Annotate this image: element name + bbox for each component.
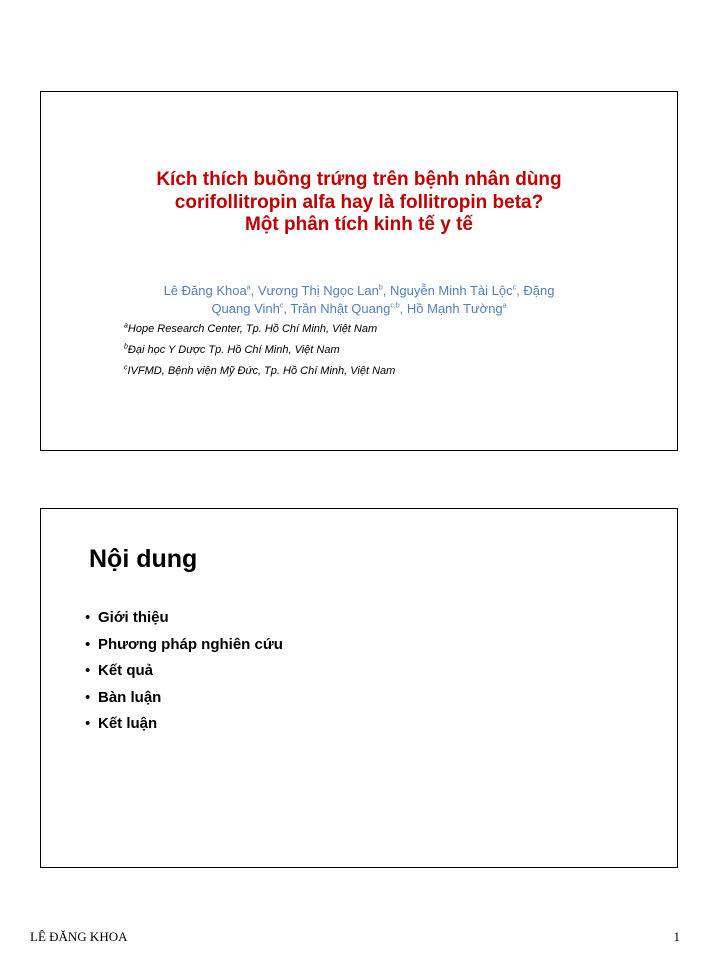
bullet-icon: • xyxy=(85,688,91,706)
author-superscript: a xyxy=(246,284,251,292)
presentation-title xyxy=(41,169,677,237)
author-name: Quang Vinh xyxy=(211,301,280,316)
bullet-icon: • xyxy=(85,715,91,732)
list-item-label: Giới thiệu xyxy=(98,609,169,626)
affiliation-marker: c xyxy=(124,364,128,372)
affiliation-marker: a xyxy=(124,322,128,330)
list-item xyxy=(85,711,283,738)
author-name: , Hồ Mạnh Tường xyxy=(399,301,503,316)
author-line-1 xyxy=(61,282,657,300)
author-name: Lê Đăng Khoa xyxy=(163,283,247,298)
affiliation-a xyxy=(124,323,377,335)
title-line-3: Một phân tích kinh tế y tế xyxy=(244,214,473,235)
slide-contents xyxy=(40,508,678,868)
list-item-label: Kết luận xyxy=(98,715,158,732)
title-line-2: corifollitropin alfa hay là follitropin beta? xyxy=(174,191,544,213)
author-name: , Nguyễn Minh Tài Lộc xyxy=(382,283,513,298)
affiliation-text: IVFMD, Bệnh viện Mỹ Đức, Tp. Hồ Chí Minh, Việt Nam xyxy=(127,365,396,377)
author-name: , Vương Thị Ngọc Lan xyxy=(250,283,379,298)
list-item-label: Phương pháp nghiên cứu xyxy=(98,635,283,653)
title-line-1: Kích thích buồng trứng trên bệnh nhân dùng xyxy=(156,169,562,190)
list-item xyxy=(85,685,283,712)
bullet-icon: • xyxy=(85,635,91,653)
page-number: 1 xyxy=(673,929,680,944)
list-item-label: Bàn luận xyxy=(98,688,162,706)
author-superscript: c,b xyxy=(390,302,400,310)
list-item xyxy=(85,658,283,685)
footer-author: LÊ ĐĂNG KHOA xyxy=(30,929,128,944)
author-name: , Trần Nhật Quang xyxy=(283,301,391,316)
affiliation-text: Đại học Y Dược Tp. Hồ Chí Minh, Việt Nam xyxy=(127,344,340,356)
affiliation-b xyxy=(124,344,340,356)
list-item xyxy=(85,632,283,659)
bullet-icon: • xyxy=(85,609,91,626)
affiliation-marker: b xyxy=(124,343,128,351)
author-superscript: c xyxy=(512,284,517,292)
bullet-icon: • xyxy=(85,662,91,679)
author-list xyxy=(61,282,657,318)
contents-list xyxy=(85,605,283,738)
author-superscript: b xyxy=(378,284,383,292)
affiliation-text: Hope Research Center, Tp. Hồ Chí Minh, Việt Nam xyxy=(127,323,378,335)
author-superscript: c xyxy=(279,302,284,310)
contents-heading: Nội dung xyxy=(89,545,198,573)
author-superscript: a xyxy=(502,302,507,310)
author-name: , Đặng xyxy=(516,283,555,298)
author-line-2 xyxy=(61,300,657,318)
slide-title xyxy=(40,91,678,451)
affiliation-c xyxy=(124,365,395,377)
list-item xyxy=(85,605,283,632)
list-item-label: Kết quả xyxy=(98,662,154,679)
